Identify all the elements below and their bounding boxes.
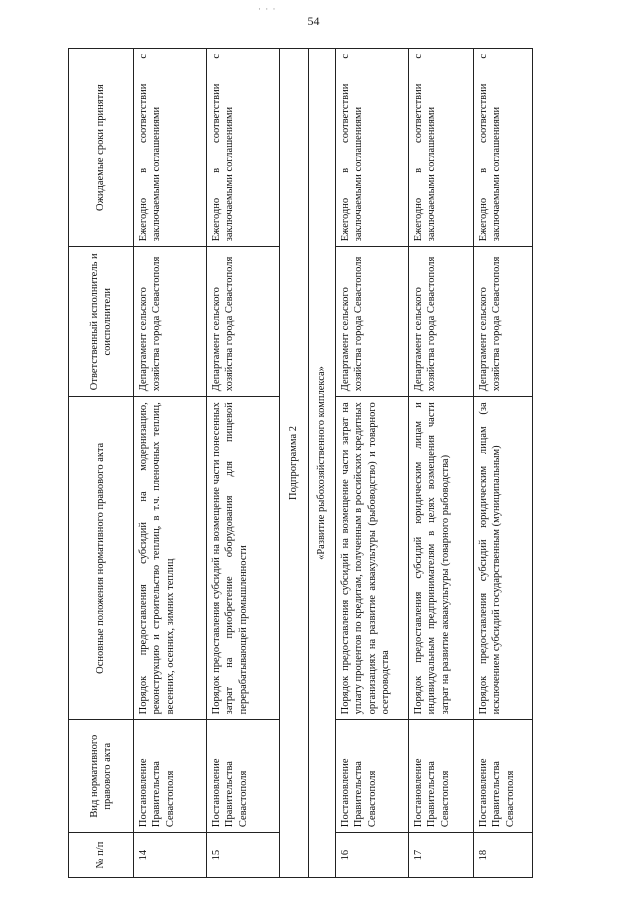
row-responsible: Департамент сельского хозяйства города Севастополя (336, 247, 409, 397)
row-act-type: Постановление Правительства Севастополя (409, 720, 474, 833)
row-provision: Порядок предоставления субсидий юридическим лицам (за исключением субсидий государственным (муниципальным) (474, 397, 533, 720)
row-act-type: Постановление Правительства Севастополя (474, 720, 533, 833)
table-row (134, 49, 207, 878)
row-responsible: Департамент сельского хозяйства города Севастополя (207, 247, 280, 397)
row-responsible: Департамент сельского хозяйства города Севастополя (409, 247, 474, 397)
header-responsible: Ответственный исполнитель и соисполнители (69, 247, 134, 397)
row-term: Ежегодно в соответствии с заключаемыми соглашениями (336, 49, 409, 247)
row-responsible: Департамент сельского хозяйства города Севастополя (134, 247, 207, 397)
row-num: 17 (409, 833, 474, 878)
row-term: Ежегодно в соответствии с заключаемыми соглашениями (134, 49, 207, 247)
legal-acts-table (68, 48, 533, 878)
table-row (336, 49, 409, 878)
header-terms: Ожидаемые сроки принятия (69, 49, 134, 247)
row-provision: Порядок предоставления субсидий на возмещение части понесенных затрат на приобретение оборудования для пищевой перерабатывающей промышленности (207, 397, 280, 720)
subprogram-title-row (280, 49, 309, 878)
subprogram-name-row (309, 49, 336, 878)
table-row (474, 49, 533, 878)
row-num: 16 (336, 833, 409, 878)
table-row (409, 49, 474, 878)
row-provision: Порядок предоставления субсидий на возмещение части затрат на уплату процентов по кредитам, полученным в российских кредитных организациях на развитие аквакультуры (рыбоводство) и товарного осетроводства (336, 397, 409, 720)
row-term: Ежегодно в соответствии с заключаемыми соглашениями (409, 49, 474, 247)
header-num: № п/п (69, 833, 134, 878)
rotated-content (68, 48, 588, 878)
row-act-type: Постановление Правительства Севастополя (207, 720, 280, 833)
row-term: Ежегодно в соответствии с заключаемыми соглашениями (207, 49, 280, 247)
table-header-row (69, 49, 134, 878)
row-provision: Порядок предоставления субсидий юридическим лицам и индивидуальным предпринимателям в целях возмещения части затрат на развитие аквакультуры (товарного рыбоводства) (409, 397, 474, 720)
row-provision: Порядок предоставления субсидий на модернизацию, реконструкцию и строительство теплиц, в т.ч. пленочных теплиц, весенних, осенних, зимних теплиц (134, 397, 207, 720)
header-provisions: Основные положения нормативного правового акта (69, 397, 134, 720)
row-num: 14 (134, 833, 207, 878)
rotated-table-container (68, 48, 588, 878)
header-act-type: Вид нормативного правового акта (69, 720, 134, 833)
row-act-type: Постановление Правительства Севастополя (134, 720, 207, 833)
page-number: 54 (307, 14, 320, 28)
table-row (207, 49, 280, 878)
row-term: Ежегодно в соответствии с заключаемыми соглашениями (474, 49, 533, 247)
row-num: 15 (207, 833, 280, 878)
row-responsible: Департамент сельского хозяйства города Севастополя (474, 247, 533, 397)
row-num: 18 (474, 833, 533, 878)
row-act-type: Постановление Правительства Севастополя (336, 720, 409, 833)
scan-artifact: · · · (258, 4, 277, 14)
subprogram-title: Подпрограмма 2 (280, 49, 309, 878)
subprogram-name: «Развитие рыбохозяйственного комплекса» (309, 49, 336, 878)
